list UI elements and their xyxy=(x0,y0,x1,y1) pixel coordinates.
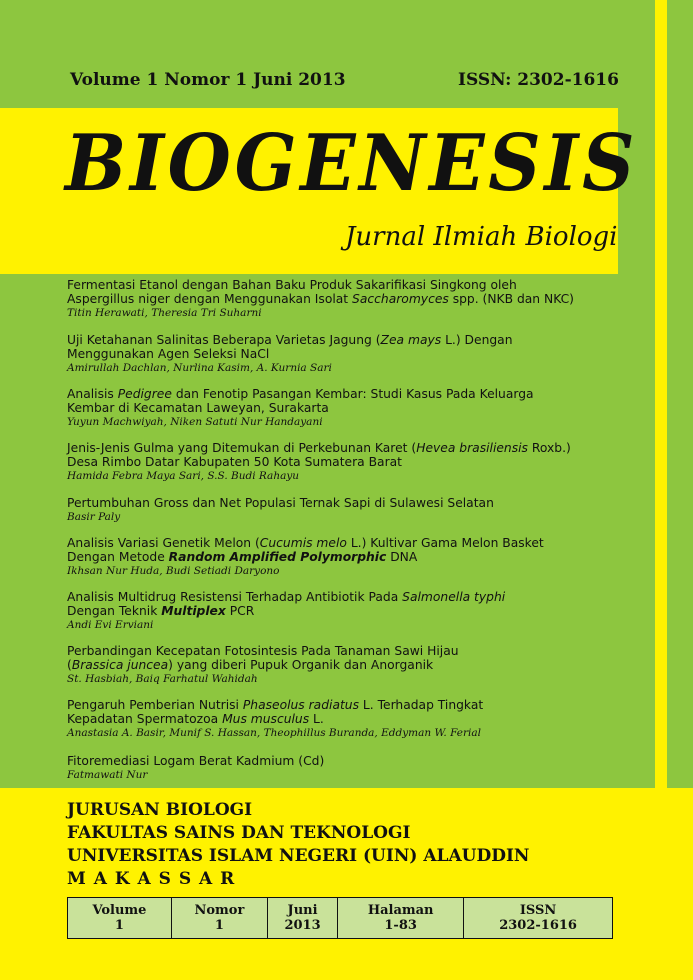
institution-line-1: JURUSAN BIOLOGI xyxy=(67,800,253,820)
article-title xyxy=(67,333,627,361)
title-text: Analisis Variasi Genetik Melon ( xyxy=(67,536,260,550)
top-band xyxy=(0,0,693,108)
title-italic: Pedigree xyxy=(117,387,172,401)
article-4 xyxy=(67,496,627,524)
article-title xyxy=(67,590,627,618)
title-italic: Mus musculus xyxy=(222,712,310,726)
issue-info-table xyxy=(67,897,613,939)
info-label: Volume xyxy=(92,903,147,918)
institution-line-4: M A K A S S A R xyxy=(67,869,236,889)
title-line: Fermentasi Etanol dengan Bahan Baku Produk Sakarifikasi Singkong oleh xyxy=(67,278,517,292)
info-cell-halaman xyxy=(338,898,464,939)
article-authors: Andi Evi Erviani xyxy=(67,619,154,631)
article-authors: Titin Herawati, Theresia Tri Suharni xyxy=(67,307,262,319)
article-9 xyxy=(67,754,627,782)
article-authors: Anastasia A. Basir, Munif S. Hassan, Theophillus Buranda, Eddyman W. Ferial xyxy=(67,727,482,739)
article-title xyxy=(67,278,627,306)
info-value: 1 xyxy=(114,918,124,933)
title-italic: Random Amplified Polymorphic xyxy=(168,550,387,564)
journal-title: BIOGENESIS xyxy=(65,118,639,209)
title-text: L.) Kultivar Gama Melon Basket xyxy=(346,536,544,550)
journal-subtitle: Jurnal Ilmiah Biologi xyxy=(345,222,618,252)
article-authors: Hamida Febra Maya Sari, S.S. Budi Rahayu xyxy=(67,470,300,482)
title-italic: Salmonella typhi xyxy=(402,590,506,604)
article-1 xyxy=(67,333,627,375)
article-5 xyxy=(67,536,627,578)
info-cell-juni xyxy=(267,898,337,939)
title-italic: Cucumis melo xyxy=(259,536,347,550)
article-6 xyxy=(67,590,627,632)
title-text: Kepadatan Spermatozoa xyxy=(67,712,223,726)
article-title xyxy=(67,387,627,415)
info-label: ISSN xyxy=(519,903,557,918)
issn-header: ISSN: 2302-1616 xyxy=(458,70,619,90)
title-text: Uji Ketahanan Salinitas Beberapa Varietas Jagung ( xyxy=(67,333,381,347)
title-text: ( xyxy=(67,658,72,672)
info-cell-issn xyxy=(464,898,613,939)
title-line: Desa Rimbo Datar Kabupaten 50 Kota Sumatera Barat xyxy=(67,455,402,469)
article-title xyxy=(67,536,627,564)
article-title xyxy=(67,698,627,726)
title-italic: Zea mays xyxy=(380,333,442,347)
article-authors: St. Hasbiah, Baiq Farhatul Wahidah xyxy=(67,673,258,685)
info-label: Juni xyxy=(287,903,318,918)
title-text: ) yang diberi Pupuk Organik dan Anorganik xyxy=(168,658,434,672)
article-authors: Yuyun Machwiyah, Niken Satuti Nur Handayani xyxy=(67,416,323,428)
title-text: dan Fenotip Pasangan Kembar: Studi Kasus Pada Keluarga xyxy=(171,387,534,401)
institution-line-3: UNIVERSITAS ISLAM NEGERI (UIN) ALAUDDIN xyxy=(67,846,530,866)
article-authors: Amirullah Dachlan, Nurlina Kasim, A. Kurnia Sari xyxy=(67,362,332,374)
title-text: DNA xyxy=(386,550,418,564)
title-italic: Hevea brasiliensis xyxy=(416,441,528,455)
article-title xyxy=(67,441,627,469)
article-7 xyxy=(67,644,627,686)
title-italic: Saccharomyces xyxy=(352,292,449,306)
title-text: L. Terhadap Tingkat xyxy=(359,698,484,712)
article-0 xyxy=(67,278,627,320)
info-cell-volume xyxy=(68,898,172,939)
info-value: 2302-1616 xyxy=(499,918,577,933)
article-title xyxy=(67,754,627,768)
title-text: Jenis-Jenis Gulma yang Ditemukan di Perkebunan Karet ( xyxy=(67,441,417,455)
title-italic: Phaseolus radiatus xyxy=(242,698,359,712)
title-line: Perbandingan Kecepatan Fotosintesis Pada Tanaman Sawi Hijau xyxy=(67,644,459,658)
institution-line-2: FAKULTAS SAINS DAN TEKNOLOGI xyxy=(67,823,411,843)
article-title xyxy=(67,644,627,672)
article-authors: Basir Paly xyxy=(67,511,121,523)
info-label: Halaman xyxy=(367,903,434,918)
article-3 xyxy=(67,441,627,483)
title-text: spp. (NKB dan NKC) xyxy=(448,292,574,306)
title-italic: Multiplex xyxy=(161,604,226,618)
title-line: Kembar di Kecamatan Laweyan, Surakarta xyxy=(67,401,329,415)
title-text: Pengaruh Pemberian Nutrisi xyxy=(67,698,243,712)
info-label: Nomor xyxy=(194,903,245,918)
article-title xyxy=(67,496,627,510)
title-text: Dengan Teknik xyxy=(67,604,162,618)
title-text: Dengan Metode xyxy=(67,550,169,564)
info-value: 1-83 xyxy=(384,918,417,933)
title-text: Analisis Multidrug Resistensi Terhadap Antibiotik Pada xyxy=(67,590,403,604)
title-line: Pertumbuhan Gross dan Net Populasi Ternak Sapi di Sulawesi Selatan xyxy=(67,496,494,510)
article-2 xyxy=(67,387,627,429)
info-value: 1 xyxy=(214,918,224,933)
volume-line: Volume 1 Nomor 1 Juni 2013 xyxy=(70,70,346,90)
title-text: PCR xyxy=(225,604,255,618)
title-italic: Brassica juncea xyxy=(71,658,169,672)
title-text: L. xyxy=(309,712,324,726)
title-text: Roxb.) xyxy=(527,441,571,455)
info-cell-nomor xyxy=(171,898,267,939)
title-line: Fitoremediasi Logam Berat Kadmium (Cd) xyxy=(67,754,325,768)
article-authors: Ikhsan Nur Huda, Budi Setiadi Daryono xyxy=(67,565,280,577)
title-text: Aspergillus niger dengan Menggunakan Isolat xyxy=(67,292,353,306)
title-text: Analisis xyxy=(67,387,118,401)
article-authors: Fatmawati Nur xyxy=(67,769,148,781)
info-value: 2013 xyxy=(284,918,321,933)
title-line: Menggunakan Agen Seleksi NaCl xyxy=(67,347,270,361)
article-8 xyxy=(67,698,627,740)
title-text: L.) Dengan xyxy=(441,333,513,347)
